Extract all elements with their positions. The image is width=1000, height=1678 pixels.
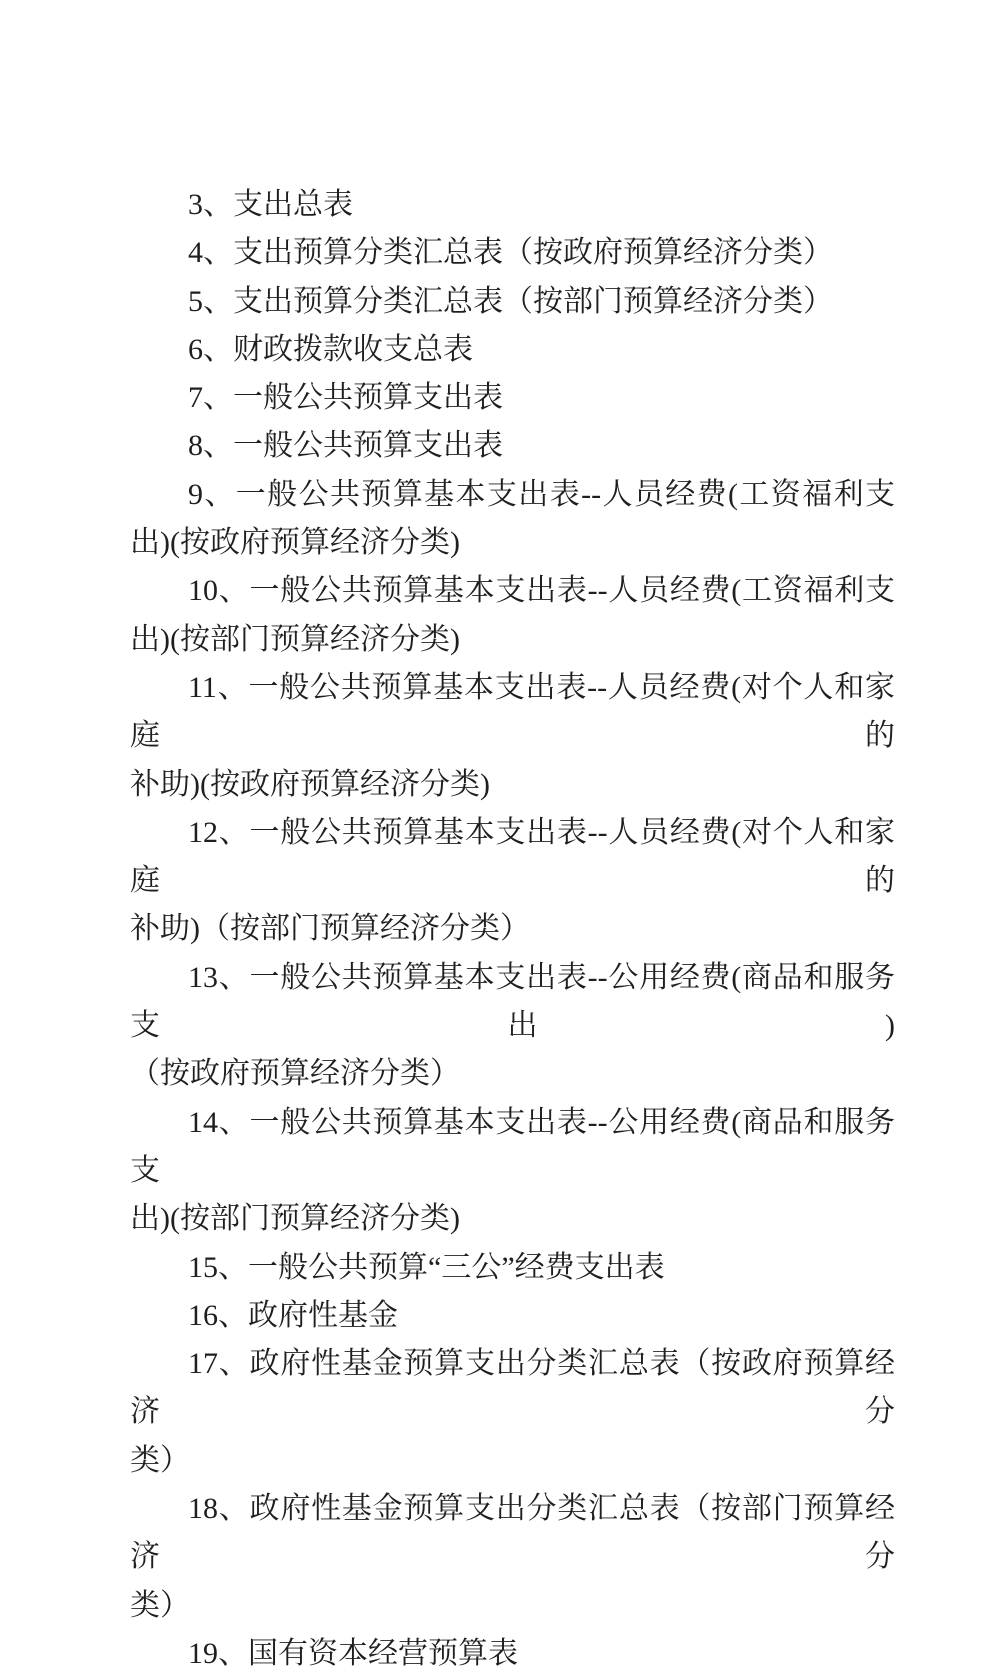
list-item-line: 5、支出预算分类汇总表（按部门预算经济分类）: [188, 284, 833, 318]
list-item-continuation-line: 补助)(按政府预算经济分类): [130, 767, 490, 801]
list-item-line: 9、一般公共预算基本支出表--人员经费(工资福利支: [188, 477, 895, 511]
list-item-line: 7、一般公共预算支出表: [188, 381, 503, 415]
list-item-continuation-line: 补助)（按部门预算经济分类）: [130, 912, 530, 946]
list-item-line: 10、一般公共预算基本支出表--人员经费(工资福利支: [188, 574, 895, 608]
list-item-continuation-line: 类）: [130, 1588, 190, 1622]
table-of-contents-list: [130, 181, 895, 1678]
list-item-line: 19、国有资本经营预算表: [188, 1636, 518, 1670]
list-item-line: 18、政府性基金预算支出分类汇总表（按部门预算经济分: [130, 1492, 895, 1574]
list-item-line: 6、财政拨款收支总表: [188, 332, 473, 366]
list-item-line: 17、政府性基金预算支出分类汇总表（按政府预算经济分: [130, 1347, 895, 1429]
list-item-continuation-line: 出)(按部门预算经济分类): [130, 622, 460, 656]
list-item-continuation-line: 出)(按部门预算经济分类): [130, 1202, 460, 1236]
list-item-line: 16、政府性基金: [188, 1298, 398, 1332]
list-item-continuation-line: 类）: [130, 1443, 190, 1477]
list-item-line: 11、一般公共预算基本支出表--人员经费(对个人和家庭的: [130, 670, 895, 753]
list-item-line: 3、支出总表: [188, 188, 353, 221]
list-item-line: 15、一般公共预算“三公”经费支出表: [188, 1250, 665, 1284]
list-item-line: 8、一般公共预算支出表: [188, 429, 503, 463]
list-item-line: 12、一般公共预算基本支出表--人员经费(对个人和家庭的: [130, 815, 895, 898]
list-item-line: 13、一般公共预算基本支出表--公用经费(商品和服务支出): [130, 960, 895, 1043]
list-item-continuation-line: （按政府预算经济分类）: [130, 1057, 460, 1091]
list-item-line: 4、支出预算分类汇总表（按政府预算经济分类）: [188, 236, 833, 270]
list-item-line: 14、一般公共预算基本支出表--公用经费(商品和服务支: [130, 1105, 895, 1187]
list-item-continuation-line: 出)(按政府预算经济分类): [130, 526, 460, 560]
